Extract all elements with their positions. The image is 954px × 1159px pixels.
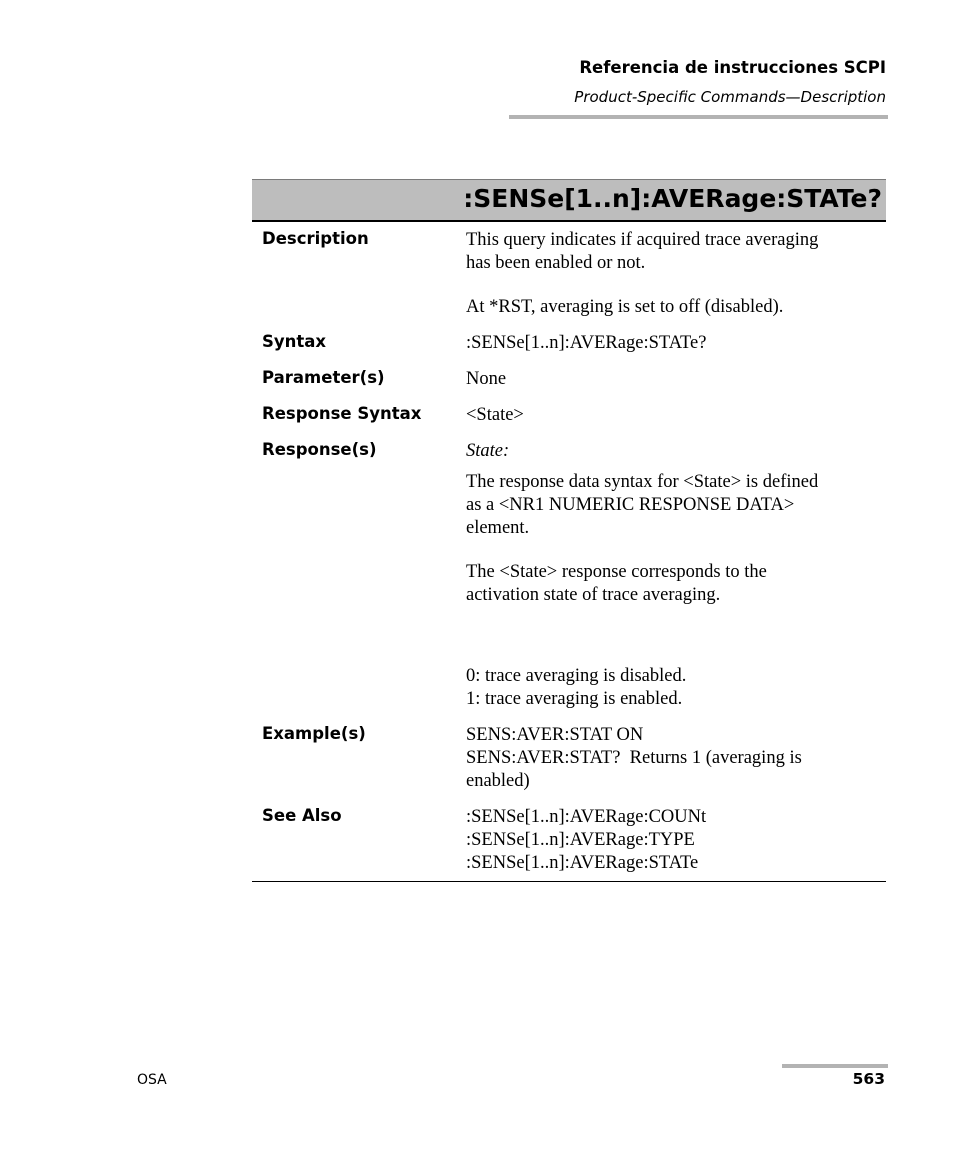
page-number: 563 xyxy=(852,1070,885,1088)
footer-rule xyxy=(782,1064,888,1068)
responses-line: activation state of trace averaging. xyxy=(466,585,721,605)
responses-line: 0: trace averaging is disabled. xyxy=(466,666,687,686)
examples-label: Example(s) xyxy=(262,724,366,743)
examples-content xyxy=(466,724,886,793)
table-bottom-rule xyxy=(252,881,886,882)
see-also-label: See Also xyxy=(262,806,342,825)
description-line: has been enabled or not. xyxy=(466,253,646,273)
header-rule xyxy=(509,115,888,119)
response-syntax-content xyxy=(466,404,886,427)
syntax-value: :SENSe[1..n]:AVERage:STATe? xyxy=(466,333,707,353)
response-syntax-label: Response Syntax xyxy=(262,404,422,423)
see-also-line: :SENSe[1..n]:AVERage:COUNt xyxy=(466,807,707,827)
parameters-value: None xyxy=(466,369,507,389)
command-title: :SENSe[1..n]:AVERage:STATe? xyxy=(463,184,882,213)
parameters-label: Parameter(s) xyxy=(262,368,385,387)
syntax-label: Syntax xyxy=(262,332,327,351)
responses-param-name: State: xyxy=(466,441,510,461)
description-line: At *RST, averaging is set to off (disabled). xyxy=(466,297,784,317)
response-syntax-value: <State> xyxy=(466,405,524,425)
syntax-content xyxy=(466,332,886,355)
description-row xyxy=(252,222,886,319)
header-subtitle: Product-Specific Commands—Description xyxy=(574,88,886,106)
description-label: Description xyxy=(262,229,369,248)
parameters-row xyxy=(252,368,886,391)
responses-line: The response data syntax for <State> is defined xyxy=(466,472,819,492)
responses-line: as a <NR1 NUMERIC RESPONSE DATA> xyxy=(466,495,795,515)
see-also-line: :SENSe[1..n]:AVERage:TYPE xyxy=(466,830,695,850)
parameters-content xyxy=(466,368,886,391)
responses-line: element. xyxy=(466,518,530,538)
examples-line: enabled) xyxy=(466,771,530,791)
responses-line: 1: trace averaging is enabled. xyxy=(466,689,683,709)
examples-row xyxy=(252,724,886,793)
footer-product-name: OSA xyxy=(137,1072,167,1088)
responses-row xyxy=(252,440,886,711)
examples-line: SENS:AVER:STAT ON xyxy=(466,725,644,745)
description-line: This query indicates if acquired trace averaging xyxy=(466,230,819,250)
command-title-bar xyxy=(252,179,886,222)
examples-line: SENS:AVER:STAT? Returns 1 (averaging is xyxy=(466,748,802,768)
responses-line: The <State> response corresponds to the xyxy=(466,562,767,582)
command-definition-table xyxy=(252,222,886,875)
see-also-line: :SENSe[1..n]:AVERage:STATe xyxy=(466,853,699,873)
see-also-row xyxy=(252,806,886,875)
response-syntax-row xyxy=(252,404,886,427)
description-content xyxy=(466,229,886,319)
syntax-row xyxy=(252,332,886,355)
responses-label: Response(s) xyxy=(262,440,377,459)
see-also-content xyxy=(466,806,886,875)
header-title: Referencia de instrucciones SCPI xyxy=(579,58,886,77)
responses-content xyxy=(466,440,886,711)
